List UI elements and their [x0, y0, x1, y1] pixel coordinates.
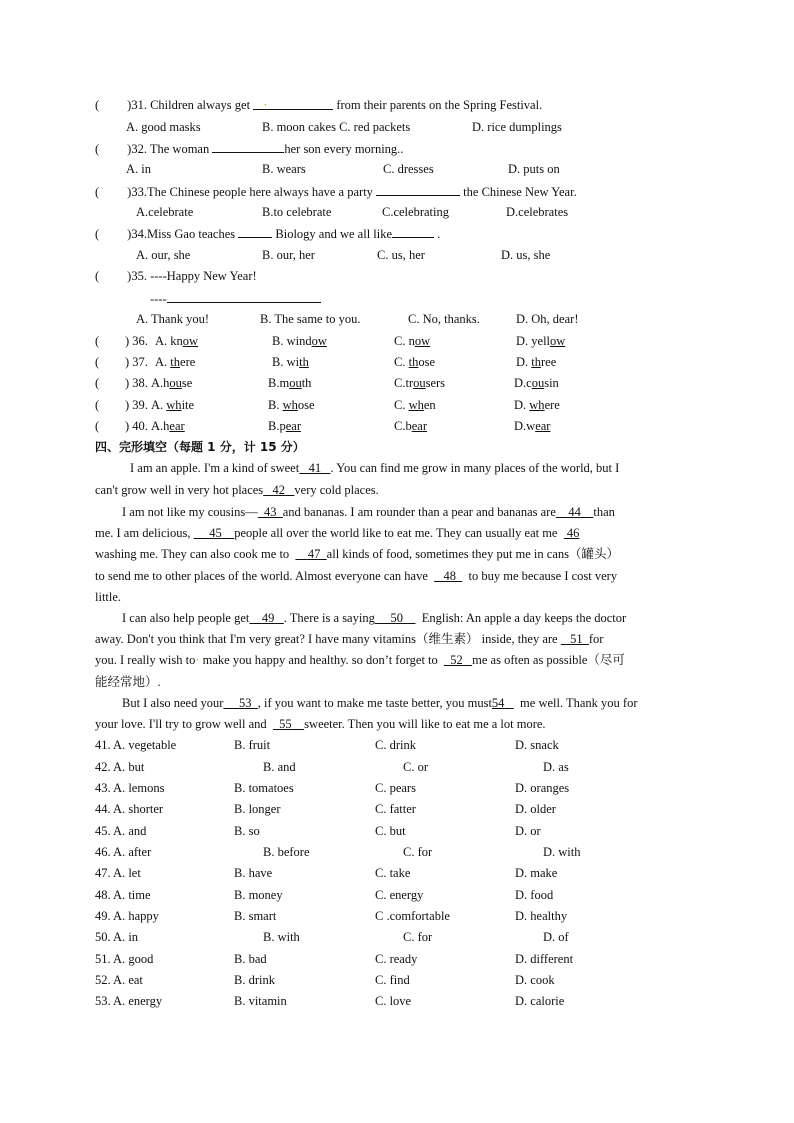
option-a: A. white [151, 398, 195, 412]
cloze-option-row [0, 908, 794, 924]
cloze-option-row [0, 865, 794, 881]
option-b: B. before [263, 845, 310, 859]
underlined-sound: ou [413, 376, 426, 390]
option-b: B. window [272, 334, 327, 348]
option-a: 43. A. lemons [95, 781, 165, 795]
blank-53: 53 [239, 696, 252, 710]
cloze-option-row [0, 972, 794, 988]
underlined-sound: wh [529, 398, 545, 412]
underlined-sound: ow [414, 334, 431, 348]
blank-41: 41 [308, 461, 322, 475]
blank-55: 55 [279, 717, 292, 731]
option-c: C. take [375, 866, 411, 880]
option-d: D. food [515, 888, 554, 902]
option-d: D. yellow [516, 334, 566, 348]
option-a: 46. A. after [95, 845, 152, 859]
underlined-sound: ow [311, 334, 327, 348]
underlined-sound: th [170, 355, 181, 369]
option-b: B. have [234, 866, 273, 880]
answer-paren: ( [95, 334, 100, 348]
option-b: B.mouth [268, 376, 312, 390]
pronunciation-row [0, 397, 794, 413]
option-a: 49. A. happy [95, 909, 159, 923]
question-32: ( )32. The woman her son every morning.. [95, 142, 404, 156]
option-c: C.bear [394, 419, 427, 433]
cloze-option-row [0, 844, 794, 860]
option-b: B. smart [234, 909, 277, 923]
option-a: 42. A. but [95, 760, 145, 774]
option-b: B. whose [268, 398, 315, 412]
underlined-sound: wh [408, 398, 424, 412]
option-b: B. tomatoes [234, 781, 294, 795]
question-number: ) 39. [125, 398, 148, 412]
question-number: ) 36. [125, 334, 148, 348]
option-d: D. cook [515, 973, 555, 987]
underlined-sound: ear [285, 419, 301, 433]
passage-line-5: washing me. They can also cook me to 47 all kinds of food, sometimes they put me in cans（罐头） [95, 547, 619, 561]
dot-mark: · [195, 653, 200, 667]
option-d: D. or [515, 824, 541, 838]
passage-line-11: 能经常地）. [95, 675, 161, 689]
option-a: 50. A. in [95, 930, 139, 944]
blank-51: 51 [570, 632, 583, 646]
option-a: 51. A. good [95, 952, 154, 966]
blank-44: 44 [568, 505, 581, 519]
passage-line-6: to send me to other places of the world. Almost everyone can have 48 to buy me because I cost very [95, 569, 618, 583]
answer-blank [392, 225, 434, 238]
option-c: C. for [403, 845, 433, 859]
option-d: D. healthy [515, 909, 568, 923]
option-c: C. fatter [375, 802, 416, 816]
cloze-option-row [0, 780, 794, 796]
cloze-option-row [0, 929, 794, 945]
underlined-sound: ou [531, 376, 545, 390]
option-b: B. with [272, 355, 309, 369]
blank-48: 48 [443, 569, 457, 583]
answer-blank [253, 97, 333, 110]
option-d: D. different [515, 952, 574, 966]
passage-line-7: little. [95, 590, 122, 604]
answer-blank [238, 225, 272, 238]
passage-line-2: can't grow well in very hot places 42 very cold places. [95, 483, 379, 497]
option-a: 47. A. let [95, 866, 141, 880]
passage-line-3: I am not like my cousins— 43 and bananas. I am rounder than a pear and bananas are 44 than [122, 505, 615, 519]
option-b: B. with [263, 930, 300, 944]
answer-blank [376, 183, 460, 196]
option-a: 41. A. vegetable [95, 738, 177, 752]
underlined-sound: ou [289, 376, 302, 390]
underlined-sound: ear [169, 419, 185, 433]
pronunciation-row [0, 333, 794, 349]
option-b: B. money [234, 888, 283, 902]
underlined-sound: ear [411, 419, 427, 433]
option-c: C. drink [375, 738, 416, 752]
passage-line-13: your love. I'll try to grow well and 55 sweeter. Then you will like to eat me a lot more. [95, 717, 546, 731]
option-d: D. snack [515, 738, 559, 752]
option-a: 44. A. shorter [95, 802, 164, 816]
blank-47: 47 [307, 547, 321, 561]
section-heading: 四、完形填空（每题 1 分，计 15 分） [95, 440, 305, 454]
blank-49: 49 [261, 611, 275, 625]
option-a: A. know [155, 334, 199, 348]
passage-line-10: you. I really wish to· make you happy and healthy. so don’t forget to 52 me as often as possible（尽可 [95, 653, 625, 667]
pronunciation-row [0, 354, 794, 370]
option-d: D.wear [514, 419, 551, 433]
underlined-sound: wh [282, 398, 298, 412]
blank-46: 46 [566, 526, 580, 540]
option-d: D. older [515, 802, 556, 816]
option-b: B. drink [234, 973, 275, 987]
option-b: B. and [263, 760, 296, 774]
option-c: C. pears [375, 781, 416, 795]
option-d: D. three [516, 355, 557, 369]
option-a: A. there [155, 355, 196, 369]
answer-paren: ( [95, 398, 100, 412]
underlined-sound: wh [166, 398, 182, 412]
cloze-option-row [0, 801, 794, 817]
option-d: D. of [543, 930, 569, 944]
option-c: C. for [403, 930, 433, 944]
option-d: D. where [514, 398, 560, 412]
dot-mark: · [263, 98, 268, 112]
option-c: C. energy [375, 888, 424, 902]
underlined-sound: ow [550, 334, 566, 348]
cloze-option-row [0, 887, 794, 903]
passage-line-4: me. I am delicious, 45 people all over the world like to eat me. They can usually eat me 46 [95, 526, 580, 540]
question-number: ) 38. [125, 376, 148, 390]
passage-line-1: I am an apple. I'm a kind of sweet 41 . You can find me grow in many places of the world, but I [130, 461, 620, 475]
option-c: C. or [403, 760, 428, 774]
option-c: C. find [375, 973, 410, 987]
underlined-sound: th [299, 355, 309, 369]
blank-42: 42 [272, 483, 286, 497]
option-b: B. longer [234, 802, 281, 816]
blank-43: 43 [264, 505, 277, 519]
option-b: B. bad [234, 952, 267, 966]
question-34: ( )34.Miss Gao teaches Biology and we all like . [95, 227, 441, 241]
reply-35: ---- [150, 290, 321, 306]
passage-line-12: But I also need your 53 , if you want to make me taste better, you must54 me well. Thank you for [122, 696, 638, 710]
option-b: B. fruit [234, 738, 271, 752]
question-number: ) 37. [125, 355, 148, 369]
option-b: B. vitamin [234, 994, 287, 1008]
cloze-option-row [0, 759, 794, 775]
option-c: C .comfortable [375, 909, 450, 923]
underlined-sound: ear [535, 419, 551, 433]
option-a: A.house [151, 376, 193, 390]
option-a: 48. A. time [95, 888, 151, 902]
cloze-option-row [0, 993, 794, 1009]
option-d: D. make [515, 866, 558, 880]
option-d: D. oranges [515, 781, 570, 795]
passage-line-8: I can also help people get 49 . There is a saying 50 English: An apple a day keeps the doctor [122, 611, 627, 625]
answer-paren: ( [95, 419, 100, 433]
underlined-sound: th [408, 355, 419, 369]
option-c: C. those [394, 355, 435, 369]
answer-blank [212, 140, 284, 153]
blank-52: 52 [450, 653, 463, 667]
blank-54: 54 [491, 696, 505, 710]
option-d: D. as [543, 760, 569, 774]
passage-line-9: away. Don't you think that I'm very great? I have many vitamins（维生素） inside, they are 51 for [95, 632, 604, 646]
answer-paren: ( [95, 376, 100, 390]
pronunciation-row [0, 418, 794, 434]
option-c: C. now [394, 334, 431, 348]
question-33: ( )33.The Chinese people here always have a party the Chinese New Year. [95, 185, 577, 199]
option-a: 45. A. and [95, 824, 147, 838]
blank-45: 45 [209, 526, 222, 540]
cloze-option-row [0, 737, 794, 753]
option-a: 53. A. energy [95, 994, 163, 1008]
underlined-sound: ou [169, 376, 182, 390]
option-a: A.hear [151, 419, 185, 433]
answer-blank [167, 290, 321, 303]
option-d: D.cousin [514, 376, 559, 390]
cloze-option-row [0, 951, 794, 967]
option-d: D. calorie [515, 994, 565, 1008]
option-a: 52. A. eat [95, 973, 143, 987]
underlined-sound: th [531, 355, 542, 369]
question-35: ( )35. ----Happy New Year! [95, 269, 257, 283]
option-b: B.pear [268, 419, 301, 433]
option-b: B. so [234, 824, 260, 838]
underlined-sound: ow [182, 334, 199, 348]
question-number: ) 40. [125, 419, 148, 433]
option-c: C.trousers [394, 376, 446, 390]
cloze-option-row [0, 823, 794, 839]
pronunciation-row [0, 375, 794, 391]
question-31: ( )31. Children always get · from their parents on the Spring Festival. [95, 98, 543, 112]
option-c: C. but [375, 824, 406, 838]
blank-50: 50 [390, 611, 403, 625]
answer-paren: ( [95, 355, 100, 369]
option-c: C. ready [375, 952, 418, 966]
option-c: C. when [394, 398, 436, 412]
option-c: C. love [375, 994, 412, 1008]
option-d: D. with [543, 845, 581, 859]
